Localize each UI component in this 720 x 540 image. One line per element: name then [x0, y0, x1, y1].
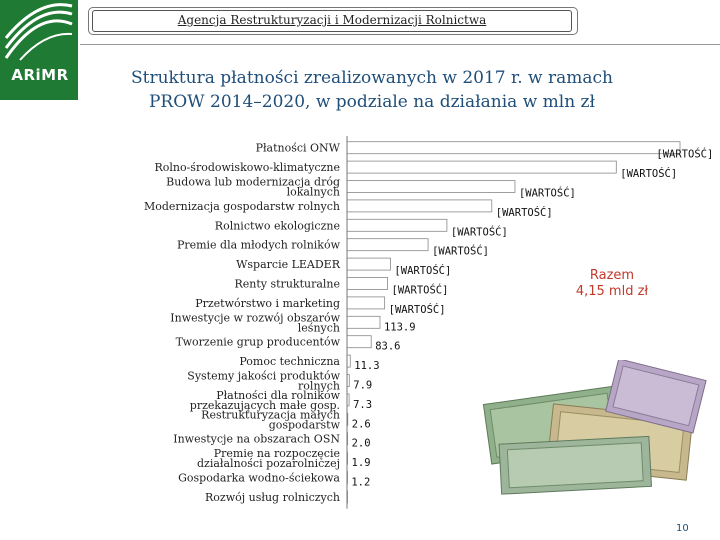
data-label: 2.6	[351, 418, 371, 431]
agency-name: Agencja Restrukturyzacji i Modernizacji Rolnictwa	[177, 13, 487, 27]
data-label: [WARTOŚĆ]	[518, 187, 576, 200]
category-label: Tworzenie grup producentów	[175, 335, 340, 349]
title-line-2: PROW 2014–2020, w podziale na działania w mln zł	[148, 92, 596, 112]
data-label: 83.6	[375, 340, 401, 353]
bar	[347, 278, 388, 290]
bar	[347, 200, 492, 212]
category-label: Rolno-środowiskowo-klimatyczne	[154, 161, 340, 175]
data-label: 11.3	[354, 360, 380, 373]
data-label: [WARTOŚĆ]	[656, 148, 714, 161]
total-annotation	[570, 268, 654, 300]
title-line-1: Struktura płatności zrealizowanych w 2017 r. w ramach	[130, 68, 614, 88]
data-label: [WARTOŚĆ]	[394, 265, 452, 278]
bar	[347, 219, 447, 231]
fields-logo-icon	[0, 0, 78, 66]
bar	[347, 239, 428, 251]
data-label: 2.0	[351, 437, 371, 450]
total-value: 4,15 mld zł	[575, 284, 649, 299]
header-divider	[80, 44, 720, 45]
category-label: Przetwórstwo i marketing	[195, 296, 340, 310]
category-label: Rolnictwo ekologiczne	[214, 219, 340, 233]
bar	[347, 336, 371, 348]
data-label: 1.2	[351, 476, 371, 489]
data-label: [WARTOŚĆ]	[388, 303, 446, 316]
total-label: Razem	[589, 268, 635, 283]
bar	[347, 297, 385, 309]
data-label: [WARTOŚĆ]	[450, 226, 508, 239]
logo-panel	[0, 0, 78, 100]
category-label: Wsparcie LEADER	[236, 258, 340, 272]
data-label: 1.9	[351, 457, 371, 470]
data-label: [WARTOŚĆ]	[495, 206, 553, 219]
category-label: Restrukturyzacja małych gospodarstw	[201, 408, 340, 432]
slide-title	[92, 66, 652, 114]
category-label: Systemy jakości produktów rolnych	[187, 369, 340, 393]
data-label: 7.9	[353, 379, 373, 392]
category-label: Renty strukturalne	[234, 277, 340, 291]
category-label: Płatności ONW	[255, 141, 340, 155]
logo-text: ARiMR	[11, 66, 69, 84]
category-label: Premie na rozpoczęcie działalności pozarolniczej	[197, 447, 340, 471]
category-label: Inwestycje w rozwój obszarów leśnych	[170, 311, 340, 335]
bar	[347, 142, 680, 154]
data-label: [WARTOŚĆ]	[391, 284, 449, 297]
category-label: Pomoc techniczna	[239, 355, 340, 369]
category-label: Premie dla młodych rolników	[176, 238, 340, 252]
data-label: [WARTOŚĆ]	[620, 168, 678, 181]
category-label: Płatności dla rolników przekazujących małe gosp.	[189, 388, 340, 412]
category-label: Rozwój usług rolniczych	[205, 490, 340, 504]
page-number: 10	[676, 523, 689, 534]
bar	[347, 161, 616, 173]
category-label: Inwestycje na obszarach OSN	[173, 432, 340, 446]
data-label: 113.9	[383, 321, 416, 334]
category-label: Modernizacja gospodarstw rolnych	[143, 199, 340, 213]
bar	[347, 258, 390, 270]
data-label: [WARTOŚĆ]	[432, 245, 489, 258]
data-label: 7.3	[353, 398, 373, 411]
bar	[347, 316, 380, 328]
category-label: Budowa lub modernizacja dróg lokalnych	[166, 175, 340, 199]
category-label: Gospodarka wodno-ściekowa	[178, 471, 340, 485]
bar	[347, 181, 515, 193]
banknotes-image	[470, 360, 710, 500]
